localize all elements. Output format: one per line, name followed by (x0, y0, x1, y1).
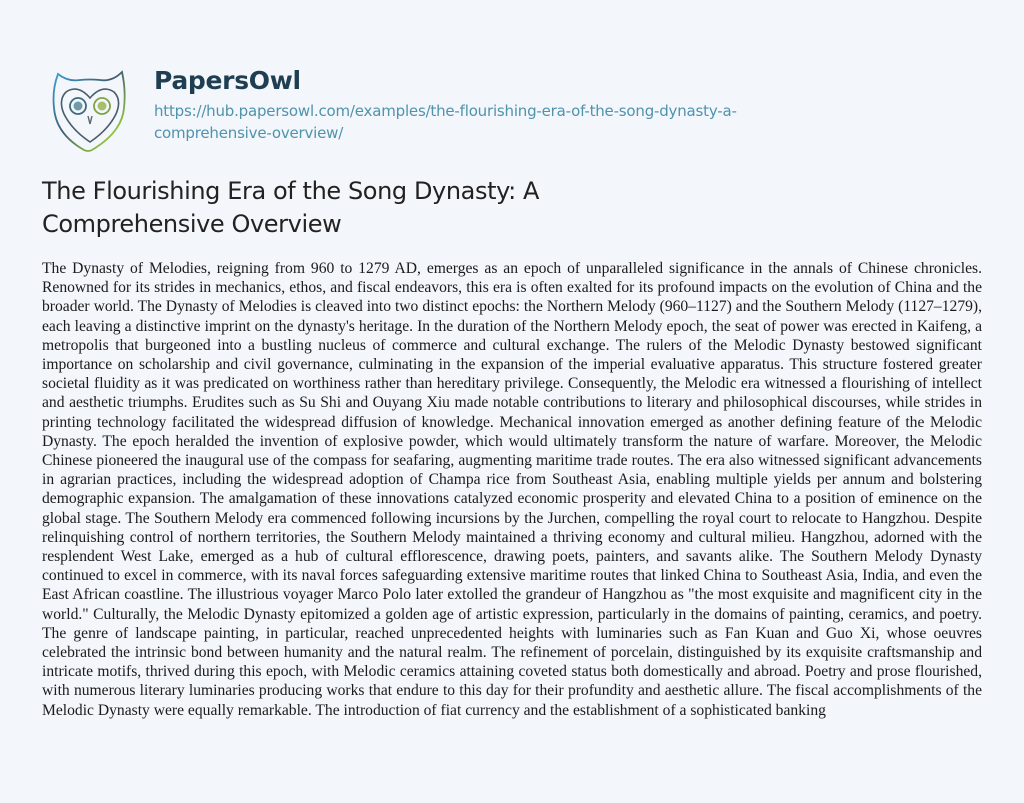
brand-name[interactable]: PapersOwl (154, 66, 301, 95)
site-header (42, 62, 844, 160)
page-title: The Flourishing Era of the Song Dynasty: A Comprehensive Overview (42, 177, 540, 238)
source-url-link[interactable]: https://hub.papersowl.com/examples/the-flourishing-era-of-the-song-dynasty-a-comprehensive-overview/ (154, 102, 737, 142)
essay-body: The Dynasty of Melodies, reigning from 960 to 1279 AD, emerges as an epoch of unparalleled significance in the annals of Chinese chronicles. Renowned for its strides in mechanics, ethos, and fiscal endeavors, this era is often exalted for its profound impacts on the evolution of China and the broader world. The Dynasty of Melodies is cleaved into two distinct epochs: the Northern Melody (960–1127) and the Southern Melody (1127–1279), each leaving a distinctive imprint on the dynasty's heritage. In the duration of the Northern Melody epoch, the seat of power was erected in Kaifeng, a metropolis that burgeoned into a bustling nucleus of commerce and cultural exchange. The rulers of the Melodic Dynasty bestowed significant importance on scholarship and civil governance, culminating in the expansion of the imperial evaluative apparatus. This structure fostered greater societal fluidity as it was predicated on worthiness rather than hereditary privilege. Consequently, the Melodic era witnessed a flourishing of intellect and aesthetic triumphs. Erudites such as Su Shi and Ouyang Xiu made notable contributions to literary and philosophical discourses, while strides in printing technology facilitated the widespread diffusion of knowledge. Mechanical innovation emerged as another defining feature of the Melodic Dynasty. The epoch heralded the invention of explosive powder, which would ultimately transform the nature of warfare. Moreover, the Melodic Chinese pioneered the inaugural use of the compass for seafaring, augmenting maritime trade routes. The era also witnessed significant advancements in agrarian practices, including the widespread adoption of Champa rice from Southeast Asia, enabling multiple yields per annum and bolstering demographic expansion. The amalgamation of these innovations catalyzed economic prosperity and elevated China to a position of eminence on the global stage. The Southern Melody era commenced following incursions by the Jurchen, compelling the royal court to relocate to Hangzhou. Despite relinquishing control of northern territories, the Southern Melody maintained a thriving economy and cultural milieu. Hangzhou, adorned with the resplendent West Lake, emerged as a hub of cultural efflorescence, drawing poets, painters, and savants alike. The Southern Melody Dynasty continued to excel in commerce, with its naval forces safeguarding extensive maritime routes that linked China to Southeast Asia, India, and even the East African coastline. The illustrious voyager Marco Polo later extolled the grandeur of Hangzhou as "the most exquisite and magnificent city in the world." Culturally, the Melodic Dynasty epitomized a golden age of artistic expression, particularly in the domains of painting, ceramics, and poetry. The genre of landscape painting, in particular, reached unprecedented heights with luminaries such as Fan Kuan and Guo Xi, whose oeuvres celebrated the intrinsic bond between humanity and the natural realm. The refinement of porcelain, distinguished by its exquisite craftsmanship and intricate motifs, thrived during this epoch, with Melodic ceramics attaining coveted status both domestically and abroad. Poetry and prose flourished, with numerous literary luminaries producing works that endure to this day for their profundity and aesthetic allure. The fiscal accomplishments of the Melodic Dynasty were equally remarkable. The introduction of fiat currency and the establishment of a sophisticated banking (42, 260, 982, 719)
owl-logo-icon[interactable] (40, 60, 140, 160)
brand-block (154, 64, 844, 144)
